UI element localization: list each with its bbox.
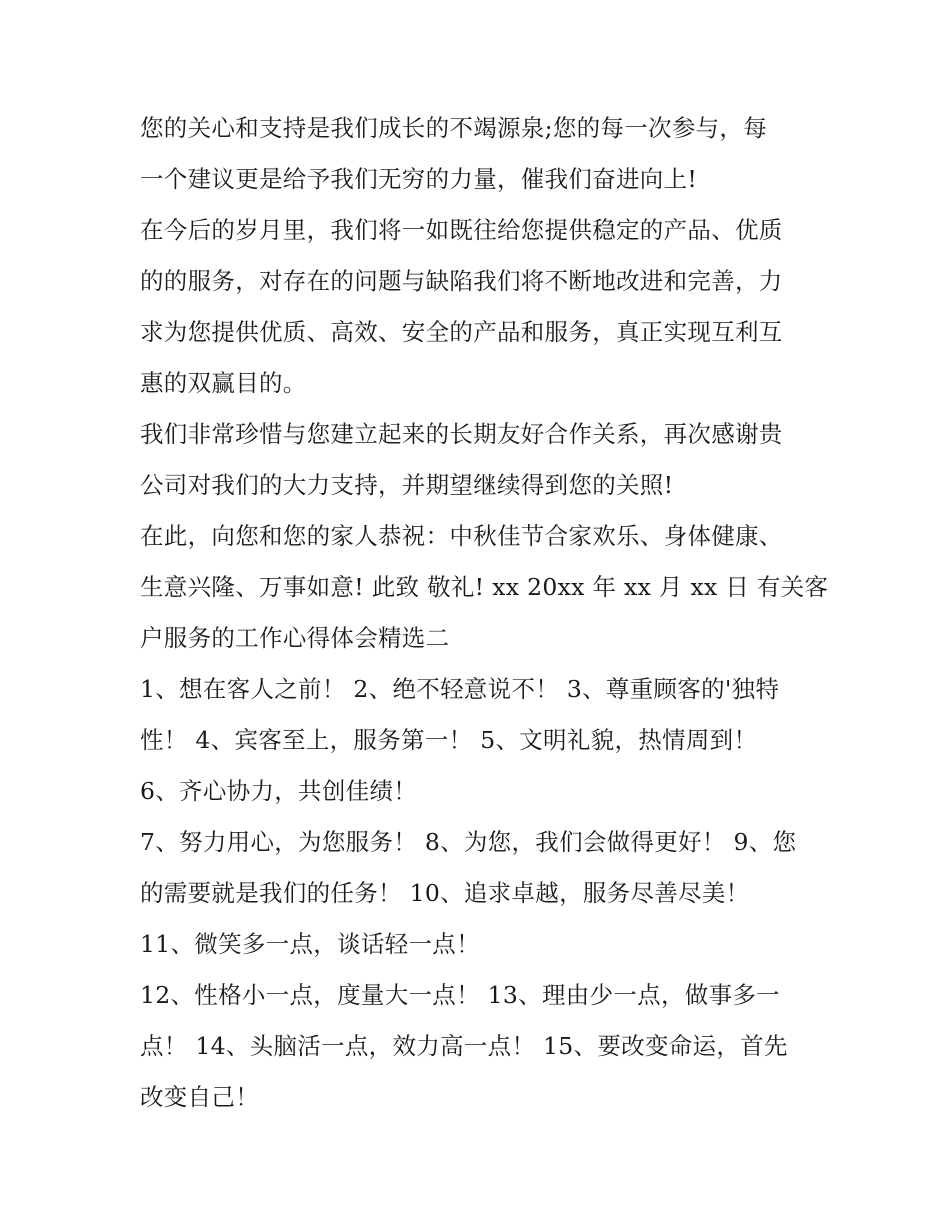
document-body bbox=[140, 103, 829, 1123]
text-line: 惠的双赢目的。 bbox=[140, 369, 307, 397]
text-line: 您的关心和支持是我们成长的不竭源泉;您的每一次参与，每 bbox=[140, 114, 768, 142]
text-line: 12、性格小一点，度量大一点！ 13、理由少一点，做事多一 bbox=[140, 981, 780, 1009]
text-line: 6、齐心协力，共创佳绩！ bbox=[140, 777, 418, 805]
text-line: 公司对我们的大力支持，并期望继续得到您的关照! bbox=[140, 471, 674, 499]
text-line: 7、努力用心，为您服务！ 8、为您，我们会做得更好！ 9、您 bbox=[140, 828, 797, 856]
text-line: 户服务的工作心得体会精选二 bbox=[140, 624, 450, 652]
text-line: 生意兴隆、万事如意! 此致 敬礼! xx 20xx 年 xx 月 xx 日 有关客 bbox=[140, 573, 829, 601]
text-line: 改变自己！ bbox=[140, 1083, 259, 1111]
text-line: 1、想在客人之前！ 2、绝不轻意说不！ 3、尊重顾客的'独特 bbox=[140, 675, 780, 703]
text-line: 的的服务，对存在的问题与缺陷我们将不断地改进和完善，力 bbox=[140, 267, 783, 295]
text-line: 11、微笑多一点，谈话轻一点！ bbox=[140, 930, 480, 958]
text-line: 的需要就是我们的任务！ 10、追求卓越，服务尽善尽美！ bbox=[140, 879, 750, 907]
text-line: 在此，向您和您的家人恭祝：中秋佳节合家欢乐、身体健康、 bbox=[140, 522, 783, 550]
text-line: 求为您提供优质、高效、安全的产品和服务，真正实现互利互 bbox=[140, 318, 783, 346]
text-line: 点！ 14、头脑活一点，效力高一点！ 15、要改变命运，首先 bbox=[140, 1032, 788, 1060]
text-line: 我们非常珍惜与您建立起来的长期友好合作关系，再次感谢贵 bbox=[140, 420, 783, 448]
text-line: 性！ 4、宾客至上，服务第一！ 5、文明礼貌，热情周到！ bbox=[140, 726, 758, 754]
text-line: 一个建议更是给予我们无穷的力量，催我们奋进向上! bbox=[140, 165, 698, 193]
text-line: 在今后的岁月里，我们将一如既往给您提供稳定的产品、优质 bbox=[140, 216, 783, 244]
